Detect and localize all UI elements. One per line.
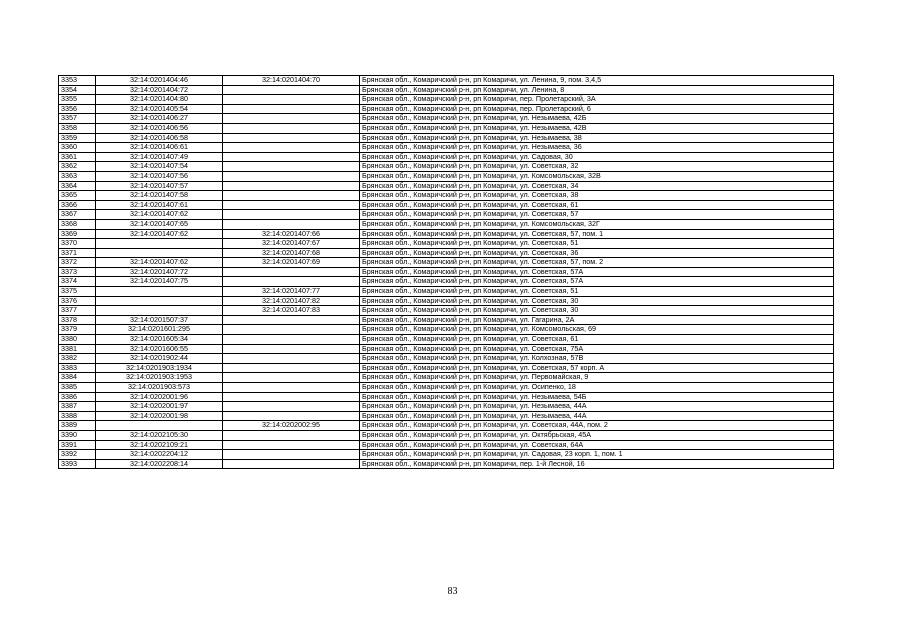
related-cadastral-number-cell <box>223 85 360 95</box>
cadastral-number-cell: 32:14:0201405:54 <box>96 104 223 114</box>
table-row <box>59 296 834 306</box>
related-cadastral-number-cell <box>223 440 360 450</box>
related-cadastral-number-cell <box>223 123 360 133</box>
address-cell: Брянская обл., Комаричский р-н, рп Комаричи, ул. Первомайская, 9 <box>360 373 834 383</box>
related-cadastral-number-cell <box>223 354 360 364</box>
address-cell: Брянская обл., Комаричский р-н, рп Комаричи, ул. Незымаева, 36 <box>360 143 834 153</box>
cadastral-number-cell: 32:14:0201404:72 <box>96 85 223 95</box>
cadastral-number-cell: 32:14:0201404:46 <box>96 76 223 86</box>
related-cadastral-number-cell <box>223 392 360 402</box>
cadastral-number-cell: 32:14:0202105:30 <box>96 430 223 440</box>
cadastral-number-cell: 32:14:0201407:62 <box>96 229 223 239</box>
address-cell: Брянская обл., Комаричский р-н, рп Комаричи, ул. Советская, 57, пом. 2 <box>360 258 834 268</box>
table-row <box>59 85 834 95</box>
cadastral-number-cell <box>96 421 223 431</box>
cadastral-number-cell: 32:14:0201407:58 <box>96 191 223 201</box>
address-cell: Брянская обл., Комаричский р-н, рп Комаричи, ул. Советская, 36 <box>360 248 834 258</box>
table-row <box>59 411 834 421</box>
table-row <box>59 287 834 297</box>
row-number-cell: 3367 <box>59 210 96 220</box>
cadastral-number-cell: 32:14:0201902:44 <box>96 354 223 364</box>
related-cadastral-number-cell <box>223 200 360 210</box>
table-row <box>59 171 834 181</box>
table-row <box>59 421 834 431</box>
row-number-cell: 3359 <box>59 133 96 143</box>
related-cadastral-number-cell <box>223 133 360 143</box>
address-cell: Брянская обл., Комаричский р-н, рп Комаричи, ул. Советская, 57 <box>360 210 834 220</box>
related-cadastral-number-cell <box>223 383 360 393</box>
page-number: 83 <box>447 586 458 597</box>
related-cadastral-number-cell <box>223 344 360 354</box>
table-row <box>59 181 834 191</box>
row-number-cell: 3353 <box>59 76 96 86</box>
row-number-cell: 3370 <box>59 239 96 249</box>
row-number-cell: 3381 <box>59 344 96 354</box>
cadastral-number-cell: 32:14:0201407:61 <box>96 200 223 210</box>
address-cell: Брянская обл., Комаричский р-н, рп Комаричи, ул. Осипенко, 18 <box>360 383 834 393</box>
related-cadastral-number-cell <box>223 411 360 421</box>
row-number-cell: 3356 <box>59 104 96 114</box>
cadastral-number-cell <box>96 296 223 306</box>
cadastral-number-cell: 32:14:0201606:55 <box>96 344 223 354</box>
registry-table-body <box>59 76 834 469</box>
table-row <box>59 402 834 412</box>
address-cell: Брянская обл., Комаричский р-н, рп Комаричи, ул. Советская, 38 <box>360 191 834 201</box>
table-row <box>59 76 834 86</box>
row-number-cell: 3363 <box>59 171 96 181</box>
cadastral-number-cell: 32:14:0201407:56 <box>96 171 223 181</box>
row-number-cell: 3368 <box>59 219 96 229</box>
table-row <box>59 267 834 277</box>
table-row <box>59 354 834 364</box>
cadastral-number-cell: 32:14:0201407:49 <box>96 152 223 162</box>
address-cell: Брянская обл., Комаричский р-н, рп Комаричи, ул. Советская, 61 <box>360 335 834 345</box>
address-cell: Брянская обл., Комаричский р-н, рп Комаричи, ул. Садовая, 23 корп. 1, пом. 1 <box>360 450 834 460</box>
address-cell: Брянская обл., Комаричский р-н, рп Комаричи, ул. Незымаева, 54Б <box>360 392 834 402</box>
related-cadastral-number-cell: 32:14:0201407:77 <box>223 287 360 297</box>
row-number-cell: 3372 <box>59 258 96 268</box>
cadastral-number-cell: 32:14:0201903:1934 <box>96 363 223 373</box>
cadastral-number-cell <box>96 239 223 249</box>
related-cadastral-number-cell <box>223 171 360 181</box>
related-cadastral-number-cell <box>223 162 360 172</box>
row-number-cell: 3386 <box>59 392 96 402</box>
table-row <box>59 430 834 440</box>
address-cell: Брянская обл., Комаричский р-н, рп Комаричи, ул. Советская, 57 корп. А <box>360 363 834 373</box>
cadastral-number-cell: 32:14:0201404:80 <box>96 95 223 105</box>
address-cell: Брянская обл., Комаричский р-н, рп Комаричи, ул. Советская, 34 <box>360 181 834 191</box>
cadastral-number-cell: 32:14:0201406:58 <box>96 133 223 143</box>
address-cell: Брянская обл., Комаричский р-н, рп Комаричи, ул. Октябрьская, 45А <box>360 430 834 440</box>
row-number-cell: 3360 <box>59 143 96 153</box>
row-number-cell: 3373 <box>59 267 96 277</box>
table-row <box>59 383 834 393</box>
row-number-cell: 3383 <box>59 363 96 373</box>
cadastral-number-cell: 32:14:0202204:12 <box>96 450 223 460</box>
related-cadastral-number-cell <box>223 277 360 287</box>
cadastral-number-cell: 32:14:0201407:65 <box>96 219 223 229</box>
related-cadastral-number-cell <box>223 315 360 325</box>
table-row <box>59 191 834 201</box>
address-cell: Брянская обл., Комаричский р-н, рп Комаричи, ул. Комсомольская, 32Г <box>360 219 834 229</box>
table-row <box>59 229 834 239</box>
row-number-cell: 3391 <box>59 440 96 450</box>
related-cadastral-number-cell <box>223 402 360 412</box>
row-number-cell: 3384 <box>59 373 96 383</box>
cadastral-number-cell: 32:14:0202208:14 <box>96 459 223 469</box>
cadastral-number-cell: 32:14:0202001:98 <box>96 411 223 421</box>
row-number-cell: 3365 <box>59 191 96 201</box>
table-row <box>59 459 834 469</box>
address-cell: Брянская обл., Комаричский р-н, рп Комаричи, ул. Советская, 30 <box>360 306 834 316</box>
row-number-cell: 3362 <box>59 162 96 172</box>
table-row <box>59 440 834 450</box>
related-cadastral-number-cell <box>223 104 360 114</box>
table-row <box>59 315 834 325</box>
row-number-cell: 3376 <box>59 296 96 306</box>
cadastral-number-cell <box>96 306 223 316</box>
table-row <box>59 123 834 133</box>
address-cell: Брянская обл., Комаричский р-н, рп Комаричи, ул. Ленина, 8 <box>360 85 834 95</box>
row-number-cell: 3361 <box>59 152 96 162</box>
cadastral-number-cell: 32:14:0202001:96 <box>96 392 223 402</box>
row-number-cell: 3380 <box>59 335 96 345</box>
cadastral-number-cell: 32:14:0201407:72 <box>96 267 223 277</box>
row-number-cell: 3358 <box>59 123 96 133</box>
address-cell: Брянская обл., Комаричский р-н, рп Комаричи, пер. Пролетарский, 3А <box>360 95 834 105</box>
cadastral-number-cell: 32:14:0201903:1953 <box>96 373 223 383</box>
address-cell: Брянская обл., Комаричский р-н, рп Комаричи, ул. Комсомольская, 32В <box>360 171 834 181</box>
row-number-cell: 3375 <box>59 287 96 297</box>
related-cadastral-number-cell <box>223 152 360 162</box>
address-cell: Брянская обл., Комаричский р-н, рп Комаричи, ул. Садовая, 30 <box>360 152 834 162</box>
address-cell: Брянская обл., Комаричский р-н, рп Комаричи, ул. Комсомольская, 69 <box>360 325 834 335</box>
address-cell: Брянская обл., Комаричский р-н, рп Комаричи, ул. Советская, 51 <box>360 287 834 297</box>
cadastral-number-cell: 32:14:0201407:57 <box>96 181 223 191</box>
cadastral-number-cell: 32:14:0201507:37 <box>96 315 223 325</box>
table-row <box>59 210 834 220</box>
related-cadastral-number-cell <box>223 143 360 153</box>
row-number-cell: 3379 <box>59 325 96 335</box>
related-cadastral-number-cell <box>223 267 360 277</box>
table-row <box>59 335 834 345</box>
row-number-cell: 3355 <box>59 95 96 105</box>
address-cell: Брянская обл., Комаричский р-н, рп Комаричи, пер. Пролетарский, 6 <box>360 104 834 114</box>
cadastral-number-cell: 32:14:0201406:61 <box>96 143 223 153</box>
table-row <box>59 200 834 210</box>
related-cadastral-number-cell <box>223 373 360 383</box>
row-number-cell: 3388 <box>59 411 96 421</box>
address-cell: Брянская обл., Комаричский р-н, рп Комаричи, ул. Советская, 75А <box>360 344 834 354</box>
related-cadastral-number-cell <box>223 430 360 440</box>
table-row <box>59 104 834 114</box>
table-row <box>59 450 834 460</box>
table-row <box>59 95 834 105</box>
address-cell: Брянская обл., Комаричский р-н, рп Комаричи, ул. Советская, 57, пом. 1 <box>360 229 834 239</box>
row-number-cell: 3382 <box>59 354 96 364</box>
cadastral-number-cell: 32:14:0201903:573 <box>96 383 223 393</box>
address-cell: Брянская обл., Комаричский р-н, рп Комаричи, ул. Незымаева, 44А <box>360 402 834 412</box>
table-row <box>59 344 834 354</box>
related-cadastral-number-cell: 32:14:0201407:68 <box>223 248 360 258</box>
row-number-cell: 3393 <box>59 459 96 469</box>
address-cell: Брянская обл., Комаричский р-н, рп Комаричи, ул. Советская, 44А, пом. 2 <box>360 421 834 431</box>
cadastral-number-cell <box>96 287 223 297</box>
row-number-cell: 3366 <box>59 200 96 210</box>
related-cadastral-number-cell <box>223 335 360 345</box>
table-row <box>59 277 834 287</box>
cadastral-number-cell: 32:14:0202109:21 <box>96 440 223 450</box>
table-row <box>59 162 834 172</box>
cadastral-number-cell: 32:14:0201601:295 <box>96 325 223 335</box>
address-cell: Брянская обл., Комаричский р-н, рп Комаричи, ул. Ленина, 9, пом. 3,4,5 <box>360 76 834 86</box>
cadastral-number-cell: 32:14:0201406:56 <box>96 123 223 133</box>
row-number-cell: 3392 <box>59 450 96 460</box>
table-row <box>59 392 834 402</box>
row-number-cell: 3378 <box>59 315 96 325</box>
property-registry-table <box>58 75 834 469</box>
related-cadastral-number-cell <box>223 363 360 373</box>
related-cadastral-number-cell: 32:14:0201407:66 <box>223 229 360 239</box>
cadastral-number-cell: 32:14:0201406:27 <box>96 114 223 124</box>
related-cadastral-number-cell <box>223 219 360 229</box>
related-cadastral-number-cell <box>223 210 360 220</box>
table-row <box>59 239 834 249</box>
row-number-cell: 3374 <box>59 277 96 287</box>
row-number-cell: 3357 <box>59 114 96 124</box>
table-row <box>59 258 834 268</box>
address-cell: Брянская обл., Комаричский р-н, рп Комаричи, ул. Колхозная, 57В <box>360 354 834 364</box>
related-cadastral-number-cell: 32:14:0202002:95 <box>223 421 360 431</box>
row-number-cell: 3354 <box>59 85 96 95</box>
cadastral-number-cell: 32:14:0201407:75 <box>96 277 223 287</box>
cadastral-number-cell: 32:14:0201407:54 <box>96 162 223 172</box>
table-row <box>59 363 834 373</box>
address-cell: Брянская обл., Комаричский р-н, рп Комаричи, ул. Незымаева, 44А <box>360 411 834 421</box>
row-number-cell: 3385 <box>59 383 96 393</box>
related-cadastral-number-cell <box>223 191 360 201</box>
address-cell: Брянская обл., Комаричский р-н, рп Комаричи, ул. Советская, 51 <box>360 239 834 249</box>
related-cadastral-number-cell: 32:14:0201407:69 <box>223 258 360 268</box>
address-cell: Брянская обл., Комаричский р-н, рп Комаричи, ул. Советская, 30 <box>360 296 834 306</box>
row-number-cell: 3390 <box>59 430 96 440</box>
address-cell: Брянская обл., Комаричский р-н, рп Комаричи, пер. 1-й Лесной, 16 <box>360 459 834 469</box>
address-cell: Брянская обл., Комаричский р-н, рп Комаричи, ул. Советская, 32 <box>360 162 834 172</box>
table-row <box>59 373 834 383</box>
related-cadastral-number-cell: 32:14:0201407:67 <box>223 239 360 249</box>
related-cadastral-number-cell: 32:14:0201407:82 <box>223 296 360 306</box>
table-row <box>59 143 834 153</box>
cadastral-number-cell <box>96 248 223 258</box>
related-cadastral-number-cell <box>223 95 360 105</box>
related-cadastral-number-cell <box>223 181 360 191</box>
address-cell: Брянская обл., Комаричский р-н, рп Комаричи, ул. Советская, 57А <box>360 267 834 277</box>
row-number-cell: 3377 <box>59 306 96 316</box>
cadastral-number-cell: 32:14:0202001:97 <box>96 402 223 412</box>
related-cadastral-number-cell <box>223 325 360 335</box>
address-cell: Брянская обл., Комаричский р-н, рп Комаричи, ул. Незымаева, 42Б <box>360 114 834 124</box>
row-number-cell: 3387 <box>59 402 96 412</box>
row-number-cell: 3389 <box>59 421 96 431</box>
address-cell: Брянская обл., Комаричский р-н, рп Комаричи, ул. Незымаева, 42В <box>360 123 834 133</box>
table-row <box>59 152 834 162</box>
address-cell: Брянская обл., Комаричский р-н, рп Комаричи, ул. Незымаева, 38 <box>360 133 834 143</box>
table-row <box>59 306 834 316</box>
related-cadastral-number-cell: 32:14:0201407:83 <box>223 306 360 316</box>
related-cadastral-number-cell <box>223 114 360 124</box>
row-number-cell: 3371 <box>59 248 96 258</box>
address-cell: Брянская обл., Комаричский р-н, рп Комаричи, ул. Советская, 64А <box>360 440 834 450</box>
table-row <box>59 133 834 143</box>
row-number-cell: 3369 <box>59 229 96 239</box>
table-row <box>59 219 834 229</box>
related-cadastral-number-cell <box>223 459 360 469</box>
address-cell: Брянская обл., Комаричский р-н, рп Комаричи, ул. Гагарина, 2А <box>360 315 834 325</box>
table-row <box>59 114 834 124</box>
related-cadastral-number-cell <box>223 450 360 460</box>
cadastral-number-cell: 32:14:0201407:62 <box>96 258 223 268</box>
row-number-cell: 3364 <box>59 181 96 191</box>
cadastral-number-cell: 32:14:0201407:62 <box>96 210 223 220</box>
related-cadastral-number-cell: 32:14:0201404:70 <box>223 76 360 86</box>
address-cell: Брянская обл., Комаричский р-н, рп Комаричи, ул. Советская, 61 <box>360 200 834 210</box>
table-row <box>59 325 834 335</box>
table-row <box>59 248 834 258</box>
cadastral-number-cell: 32:14:0201605:34 <box>96 335 223 345</box>
address-cell: Брянская обл., Комаричский р-н, рп Комаричи, ул. Советская, 57А <box>360 277 834 287</box>
